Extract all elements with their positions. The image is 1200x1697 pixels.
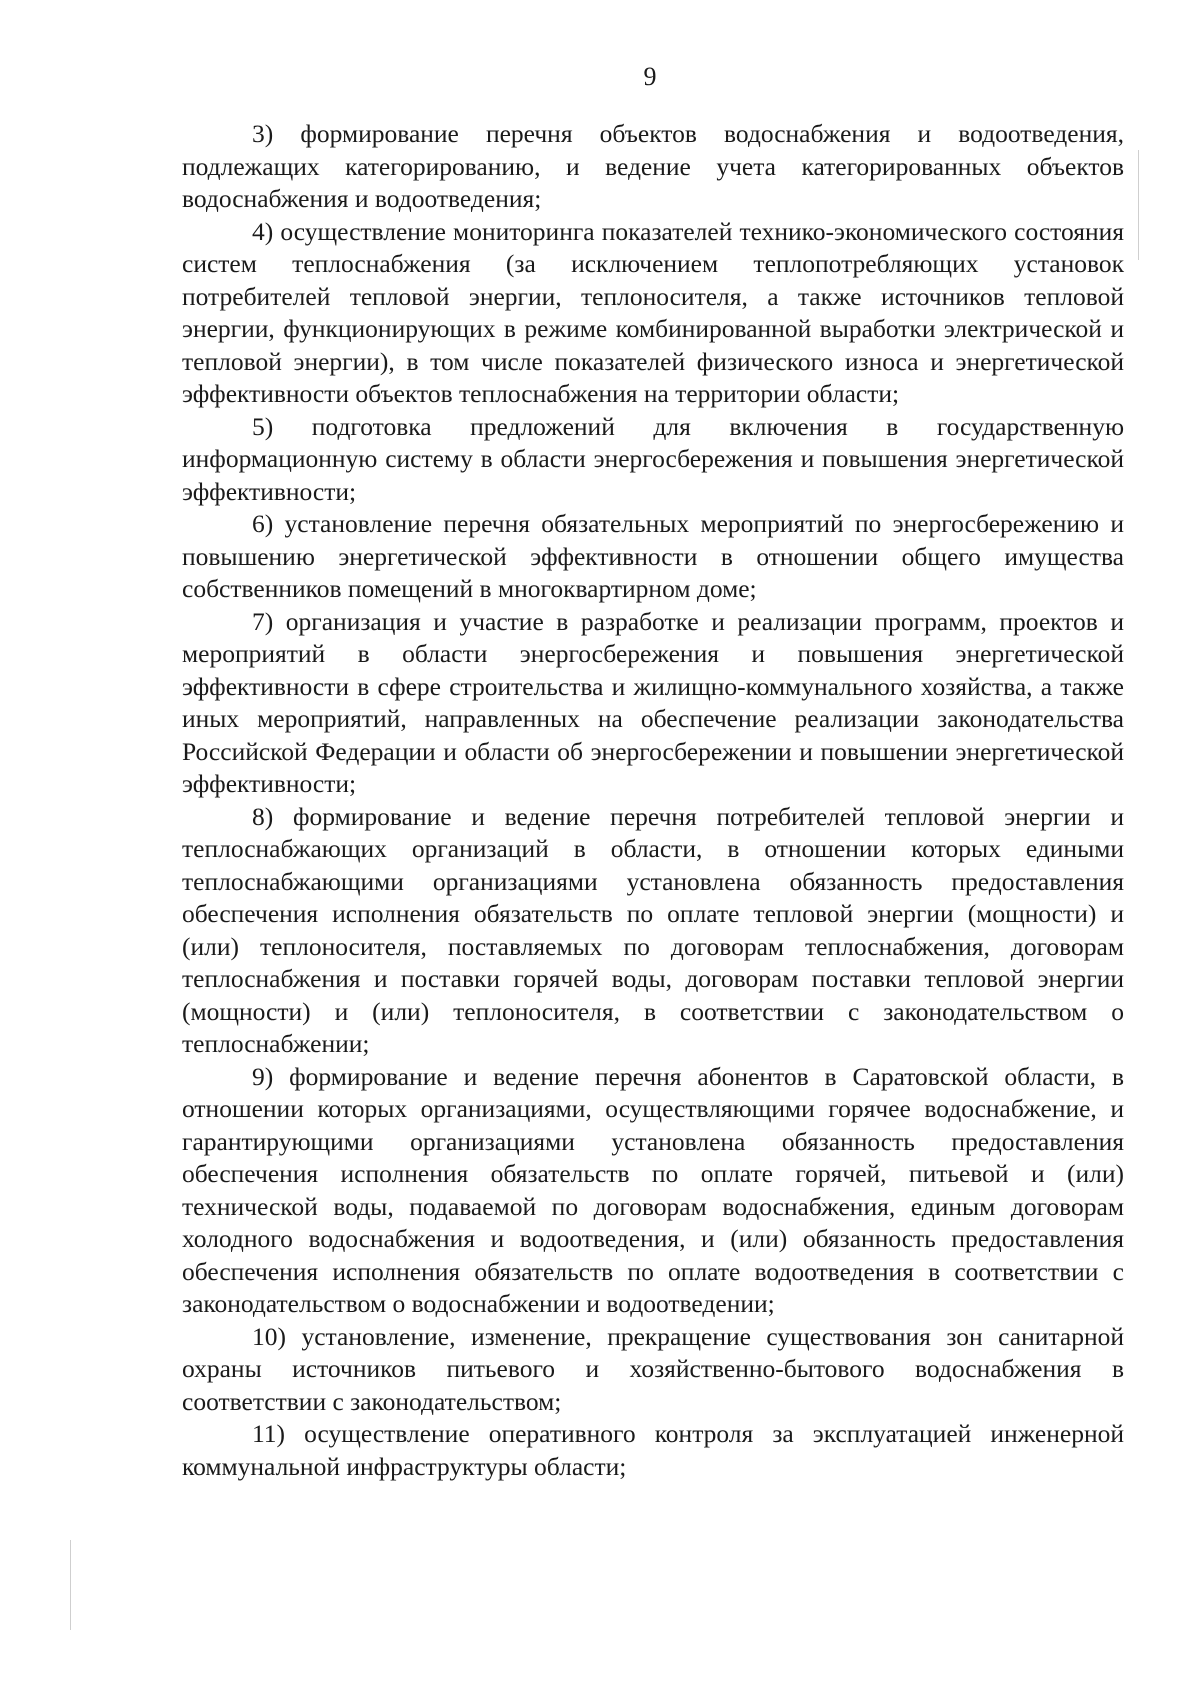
paragraph-item-5: 5) подготовка предложений для включения в государственную информационную систему в области энергосбережения и повышения энергетической эффективности; [182,411,1124,506]
document-body [182,118,1124,1483]
paragraph-item-9: 9) формирование и ведение перечня абонентов в Саратовской области, в отношении которых организациями, осуществляющими горячее водоснабжение, и гарантирующими организациями установлена обязанность предоставления обеспечения исполнения обязательств по оплате горячей, питьевой и (или) технической воды, подаваемой по договорам водоснабжения, единым договорам холодного водоснабжения и водоотведения, и (или) обязанность предоставления обеспечения исполнения обязательств по оплате водоотведения в соответствии с законодательством о водоснабжении и водоотведении; [182,1061,1124,1318]
paragraph-item-7: 7) организация и участие в разработке и реализации программ, проектов и мероприятий в области энергосбережения и повышения энергетической эффективности в сфере строительства и жилищно-коммунального хозяйства, а также иных мероприятий, направленных на обеспечение реализации законодательства Российской Федерации и области об энергосбережении и повышении энергетической эффективности; [182,606,1124,798]
scan-artifact [70,1540,71,1630]
paragraph-item-3: 3) формирование перечня объектов водоснабжения и водоотведения, подлежащих категорированию, и ведение учета категорированных объектов водоснабжения и водоотведения; [182,119,1124,213]
paragraph-item-11: 11) осуществление оперативного контроля за эксплуатацией инженерной коммунальной инфраструктуры области; [182,1419,1124,1481]
scan-artifact [1138,150,1139,260]
paragraph-item-4: 4) осуществление мониторинга показателей технико-экономического состояния систем теплоснабжения (за исключением теплопотребляющих установок потребителей тепловой энергии, теплоносителя, а также источников тепловой энергии, функционирующих в режиме комбинированной выработки электрической и тепловой энергии), в том числе показателей физического износа и энергетической эффективности объектов теплоснабжения на территории области; [182,216,1124,408]
paragraph-item-8: 8) формирование и ведение перечня потребителей тепловой энергии и теплоснабжающих организаций в области, в отношении которых едиными теплоснабжающими организациями установлена обязанность предоставления обеспечения исполнения обязательств по оплате тепловой энергии (мощности) и (или) теплоносителя, поставляемых по договорам теплоснабжения, договорам теплоснабжения и поставки горячей воды, договорам поставки тепловой энергии (мощности) и (или) теплоносителя, в соответствии с законодательством о теплоснабжении; [182,801,1124,1058]
page-number: 9 [643,62,657,91]
paragraph-item-10: 10) установление, изменение, прекращение существования зон санитарной охраны источников питьевого и хозяйственно-бытового водоснабжения в соответствии с законодательством; [182,1321,1124,1416]
paragraph-item-6: 6) установление перечня обязательных мероприятий по энергосбережению и повышению энергетической эффективности в отношении общего имущества собственников помещений в многоквартирном доме; [182,509,1124,603]
